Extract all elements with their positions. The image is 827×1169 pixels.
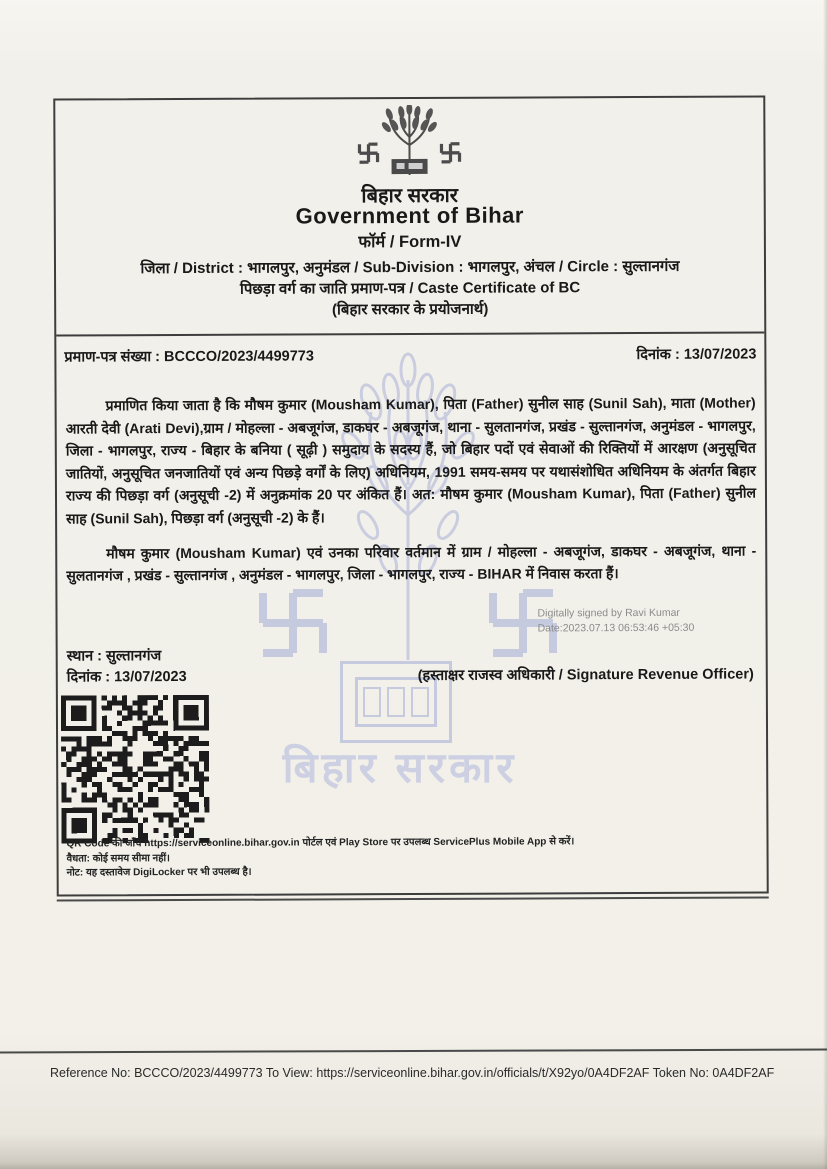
certificate-date: दिनांक : 13/07/2023	[636, 346, 757, 364]
form-number-line: फॉर्म / Form-IV	[358, 232, 462, 252]
digital-signature-line2: Date:2023.07.13 06:53:46 +05:30	[537, 621, 695, 635]
footer-notes	[66, 834, 758, 881]
certificate-paragraph-1: प्रमाणित किया जाता है कि मौषम कुमार (Mousham Kumar), पिता (Father) सुनील साह (Sunil Sah), माता (Mother) आरती देवी (Arati Devi),ग्राम / मोहल्ला - अबजूगंज, डाकघर - अबजूगंज, थाना - सुलतानगंज, प्रखंड - सुल्तानगंज, अनुमंडल - भागलपुर, जिला - भागलपुर, राज्य - बिहार के बनिया ( सूढ़ी ) समुदाय के सदस्य हैं, जो बिहार पदों एवं सेवाओं की रिक्तियों में आरक्षण (अनुसूचित जातियों, अनुसूचित जनजातियों एवं अन्य पिछड़े वर्गों के लिए) अधिनियम, 1991 समय-समय पर यथासंशोधित अधिनियम के अंतर्गत बिहार राज्य की पिछड़ा वर्ग (अनुसूची -2) में अनुक्रमांक 20 पर अंकित हैं। अत: मौषम कुमार (Mousham Kumar), पिता (Father) सुनील साह (Sunil Sah), पिछड़ा वर्ग (अनुसूची -2) के हैं।	[65, 394, 757, 527]
place-date-block	[67, 646, 187, 689]
title-english: Government of Bihar	[295, 202, 524, 229]
footer-note-qr-check: QR Code की जाँच https://serviceonline.bihar.gov.in पोर्टल एवं Play Store पर उपलब्ध ServicePlus Mobile App से करें।	[66, 836, 575, 850]
certificate-type-line: पिछड़ा वर्ग का जाति प्रमाण-पत्र / Caste Certificate of BC	[239, 279, 581, 298]
reference-divider-rule	[0, 1049, 827, 1054]
digital-signature-block	[537, 606, 747, 636]
header-divider-rule	[56, 331, 764, 336]
emblem-tree-icon	[344, 105, 474, 180]
reference-number-line: Reference No: BCCCO/2023/4499773 To View: https://serviceonline.bihar.gov.in/officials/t/X92yo/0A4DF2AF Token No: 0A4DF2AF	[50, 1066, 775, 1080]
district-subdivision-circle-line: जिला / District : भागलपुर, अनुमंडल / Sub-Division : भागलपुर, अंचल / Circle : सुल्तानगंज	[140, 257, 680, 278]
certificate-meta-row	[64, 343, 756, 366]
footer-note-validity: वैधता: कोई समय सीमा नहीं।	[66, 852, 170, 865]
digital-signature-line1: Digitally signed by Ravi Kumar	[537, 606, 680, 620]
revenue-officer-signature-line: (हस्ताक्षर राजस्व अधिकारी / Signature Revenue Officer)	[417, 666, 754, 684]
certificate-frame	[53, 95, 768, 896]
footer-note-digilocker: नोट: यह दस्तावेज DigiLocker पर भी उपलब्ध है।	[66, 866, 252, 879]
title-hindi: बिहार सरकार	[361, 184, 459, 208]
issue-date-line: दिनांक : 13/07/2023	[66, 668, 187, 686]
qr-code	[61, 695, 210, 844]
purpose-line: (बिहार सरकार के प्रयोजनार्थ)	[331, 300, 489, 319]
qr-code-image	[61, 695, 210, 844]
watermark-text: बिहार सरकार	[282, 744, 518, 791]
bihar-government-emblem	[55, 103, 763, 180]
certificate-number: प्रमाण-पत्र संख्या : BCCCO/2023/4499773	[64, 348, 314, 366]
certificate-body	[66, 391, 757, 587]
certificate-paragraph-2: मौषम कुमार (Mousham Kumar) एवं उनका परिवार वर्तमान में ग्राम / मोहल्ला - अबजूगंज, डाकघर - अबजूगंज, थाना - सुलतानगंज , प्रखंड - सुल्तानगंज , अनुमंडल - भागलपुर, जिला - भागलपुर, राज्य - BIHAR में निवास करता हैं।	[66, 542, 757, 584]
place-line: स्थान : सुल्तानगंज	[66, 648, 162, 665]
